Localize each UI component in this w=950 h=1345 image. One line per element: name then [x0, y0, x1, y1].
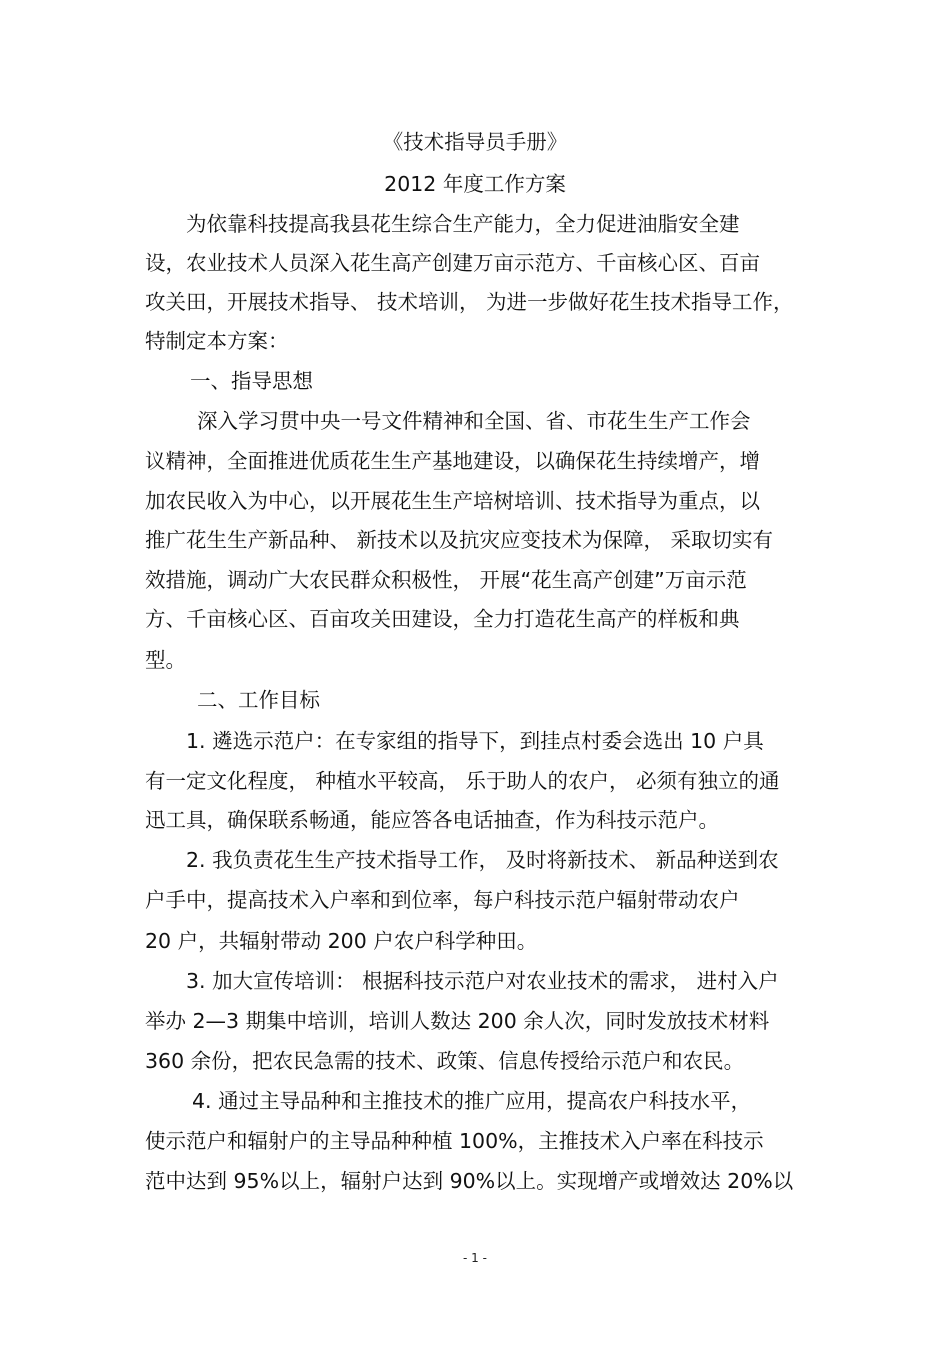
- paragraph-line: 为依靠科技提高我县花生综合生产能力，全力促进油脂安全建: [186, 212, 740, 236]
- paragraph-line: 攻关田，开展技术指导、 技术培训， 为进一步做好花生技术指导工作，: [145, 290, 794, 314]
- section-heading: 一、指导思想: [190, 369, 313, 393]
- document-title: 《技术指导员手册》: [382, 130, 568, 154]
- paragraph-line: 迅工具，确保联系畅通，能应答各电话抽查，作为科技示范户。: [145, 808, 719, 832]
- document-subtitle: 2012 年度工作方案: [384, 172, 566, 196]
- paragraph-line: 推广花生生产新品种、 新技术以及抗灾应变技术为保障， 采取切实有: [145, 528, 774, 552]
- paragraph-line: 方、千亩核心区、百亩攻关田建设，全力打造花生高产的样板和典: [145, 607, 740, 631]
- paragraph-line: 举办 2—3 期集中培训，培训人数达 200 余人次，同时发放技术材料: [145, 1009, 770, 1033]
- paragraph-line: 4. 通过主导品种和主推技术的推广应用，提高农户科技水平，: [192, 1089, 752, 1113]
- paragraph-line: 使示范户和辐射户的主导品种种植 100%，主推技术入户率在科技示: [145, 1129, 764, 1153]
- paragraph-line: 设，农业技术人员深入花生高产创建万亩示范方、千亩核心区、百亩: [145, 251, 760, 275]
- paragraph-line: 深入学习贯中央一号文件精神和全国、省、市花生生产工作会: [197, 409, 751, 433]
- paragraph-line: 1. 遴选示范户：在专家组的指导下，到挂点村委会选出 10 户具: [186, 729, 764, 753]
- paragraph-line: 户手中，提高技术入户率和到位率，每户科技示范户辐射带动农户: [145, 888, 740, 912]
- paragraph-line: 2. 我负责花生生产技术指导工作， 及时将新技术、 新品种送到农: [186, 848, 779, 872]
- paragraph-line: 效措施，调动广大农民群众积极性， 开展“花生高产创建”万亩示范: [145, 568, 747, 592]
- paragraph-line: 特制定本方案：: [145, 329, 289, 353]
- page-number: - 1 -: [463, 1251, 487, 1265]
- paragraph-line: 型。: [145, 648, 186, 672]
- paragraph-line: 议精神，全面推进优质花生生产基地建设，以确保花生持续增产，增: [145, 449, 760, 473]
- paragraph-line: 范中达到 95%以上，辐射户达到 90%以上。实现增产或增效达 20%以: [145, 1169, 794, 1193]
- paragraph-line: 有一定文化程度， 种植水平较高， 乐于助人的农户， 必须有独立的通: [145, 769, 780, 793]
- section-heading: 二、工作目标: [197, 688, 320, 712]
- paragraph-line: 3. 加大宣传培训： 根据科技示范户对农业技术的需求， 进村入户: [186, 969, 779, 993]
- paragraph-line: 加农民收入为中心，以开展花生生产培树培训、技术指导为重点，以: [145, 489, 760, 513]
- paragraph-line: 20 户，共辐射带动 200 户农户科学种田。: [145, 929, 538, 953]
- paragraph-line: 360 余份，把农民急需的技术、政策、信息传授给示范户和农民。: [145, 1049, 745, 1073]
